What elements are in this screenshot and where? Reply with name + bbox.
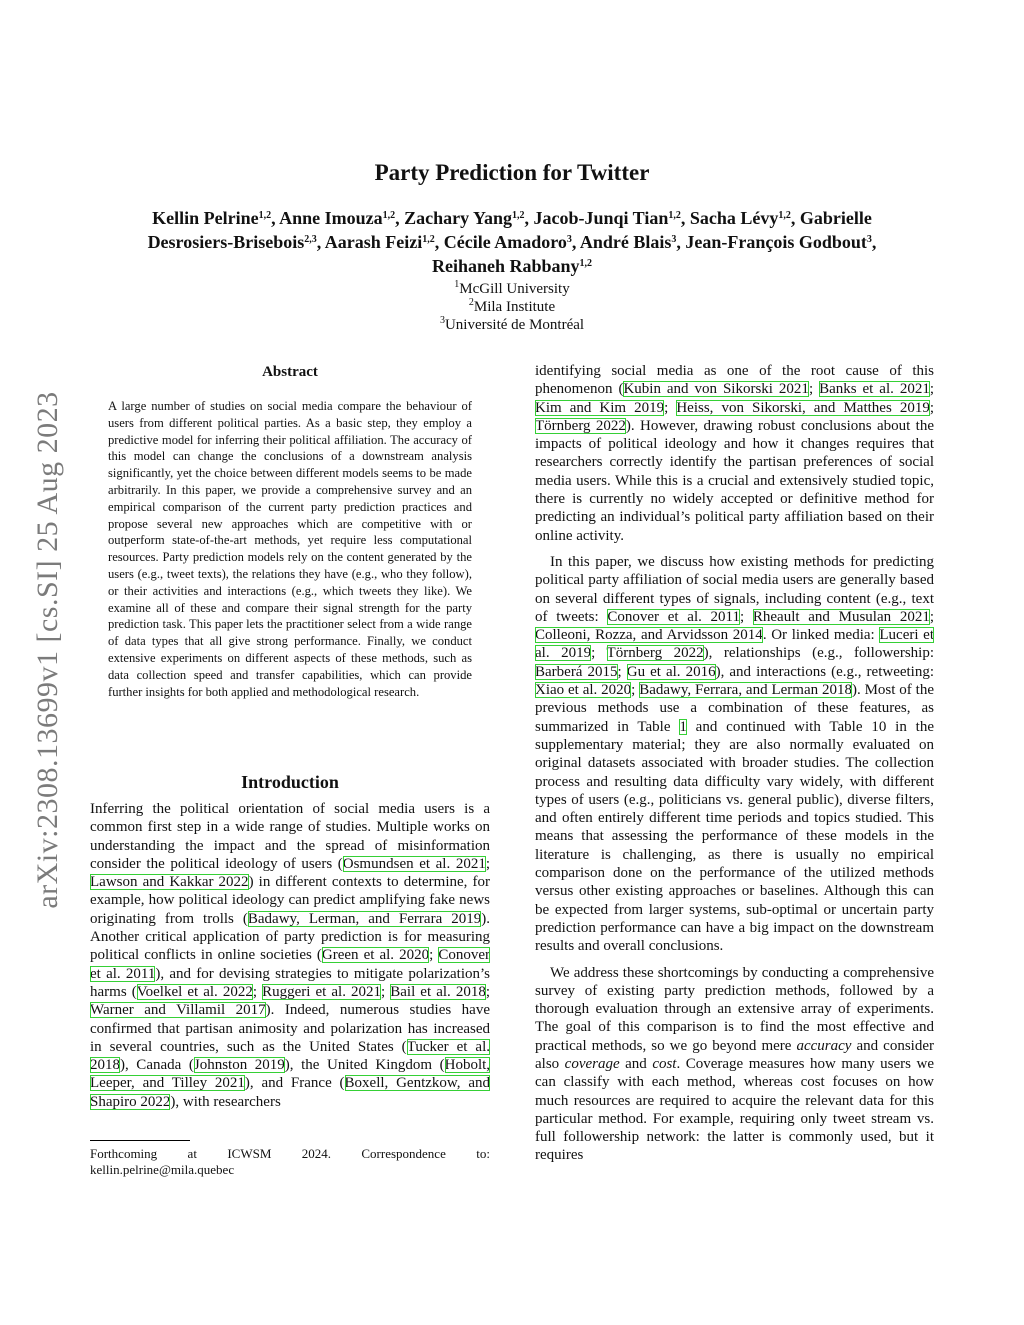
citation-link[interactable]: Barberá 2015 (535, 663, 618, 680)
citation-link[interactable]: Lawson and Kakkar 2022 (90, 874, 249, 891)
footnote (90, 1146, 490, 1178)
citation-link[interactable]: Törnberg 2022 (606, 645, 704, 662)
affiliation: $^2$Mila Institute (468, 297, 556, 315)
abstract-heading: Abstract (262, 364, 318, 380)
citation-link[interactable]: Banks et al. 2021 (819, 381, 930, 398)
abstract-text: A large number of studies on social media compare the behaviour of users from different political parties. As a basic step, they employ a predictive model for inferring their political affiliation. The accuracy of this model can change the conclusions of a downstream analysis significantly, yet the choice between different models seems to be made arbitrarily. In this paper, we provide a comprehensive survey and an empirical comparison of the current party prediction practices and propose several new approaches which are competitive with or outperform state-of-the-art methods, yet require less computational resources. Party prediction models rely on the content generated by the users (e.g., tweet texts), the relations they have (e.g., who they follow), or their activities and interactions (e.g., which tweets they like). We examine all of these and compare their signal strength for the party prediction task. This paper lets the practitioner select from a wide range of data types that all give strong performance. Finally, we conduct extensive experiments on different aspects of these methods, such as data collection speed and transfer capabilities, which can provide further insights for both applied and methodological research. (108, 399, 472, 699)
paragraph: We address these shortcomings by conducting a comprehensive survey of existing party prediction methods, followed by a thorough evaluation through an extensive array of experiments. The goal of this comparison is to find the most effective and practical methods, so we go beyond mere accuracy and consider also coverage and cost. Coverage measures how many users we can classify with each method, whereas cost focuses on how much resources are required to acquire the relevant data for this particular method. For example, requiring only tweet stream vs. full followership network: the latter is commonly used, but it requires (535, 964, 934, 1164)
citation-link[interactable]: Heiss, von Sikorski, and Matthes 2019 (676, 399, 930, 416)
citation-link[interactable]: Conover et al. 2011 (607, 608, 741, 625)
paragraph: Inferring the political orientation of social media users is a common first step in a wide range of studies. Multiple works on understanding the impact and the spread of misinformation consider the political ideology of users (Osmundsen et al. 2021; Lawson and Kakkar 2022) in different contexts to determine, for example, how political ideology can predict amplifying fake news originating from trolls (Badawy, Lerman, and Ferrara 2019). Another critical application of party prediction is for measuring political conflicts in online societies (Green et al. 2020; Conover et al. 2011), and for devising strategies to mitigate polarization’s harms (Voelkel et al. 2022; Ruggeri et al. 2021; Bail et al. 2018; Warner and Villamil 2017). Indeed, numerous studies have confirmed that partisan animosity and polarization has increased in several countries, such as the United States (Tucker et al. 2018), Canada (Johnston 2019), the United Kingdom (Hobolt, Leeper, and Tilley 2021), and France (Boxell, Gentzkow, and Shapiro 2022), with researchers (90, 801, 491, 1110)
citation-link[interactable]: Conover et al. 2011 (90, 947, 491, 982)
citation-link[interactable]: Voelkel et al. 2022 (136, 983, 253, 1000)
citation-link[interactable]: Johnston 2019 (193, 1057, 285, 1074)
citation-link[interactable]: Törnberg 2022 (535, 417, 626, 434)
citation-link[interactable]: Xiao et al. 2020 (535, 682, 632, 699)
citation-link[interactable]: Badawy, Ferrara, and Lerman 2018 (639, 682, 852, 699)
citation-link[interactable]: Luceri et al. 2019 (535, 627, 935, 662)
affiliations (0, 280, 1024, 334)
author-line: Reihaneh Rabbany$^{1,2}$ (431, 256, 593, 276)
footnote-line: Forthcoming at ICWSM 2024. Correspondence to: (90, 1146, 490, 1161)
emphasis: accuracy (796, 1037, 852, 1054)
right-column-body (535, 362, 934, 1173)
citation-link[interactable]: Badawy, Lerman, and Ferrara 2019 (247, 910, 482, 927)
citation-link[interactable]: Hobolt, Leeper, and Tilley 2021 (90, 1057, 491, 1092)
footnote-rule (90, 1140, 190, 1141)
paper-title: Party Prediction for Twitter (374, 160, 650, 185)
introduction-heading: Introduction (241, 772, 339, 792)
citation-link[interactable]: Ruggeri et al. 2021 (262, 983, 382, 1000)
citation-link[interactable]: Boxell, Gentzkow, and Shapiro 2022 (90, 1075, 490, 1110)
author-list (80, 206, 944, 278)
citation-link[interactable]: Kim and Kim 2019 (535, 399, 665, 416)
citation-link[interactable]: Green et al. 2020 (321, 947, 430, 964)
footnote-email[interactable]: kellin.pelrine@mila.quebec (90, 1162, 235, 1177)
citation-link[interactable]: Bail et al. 2018 (390, 983, 486, 1000)
citation-link[interactable]: Rheault and Musulan 2021 (752, 608, 930, 625)
citation-link[interactable]: Kubin and von Sikorski 2021 (623, 381, 809, 398)
emphasis: cost (652, 1055, 677, 1072)
arxiv-identifier: arXiv:2308.13699v1 [cs.SI] 25 Aug 2023 (31, 391, 64, 909)
affiliation: $^1$McGill University (454, 279, 570, 297)
author-line: Kellin Pelrine$^{1,2}$, Anne Imouza$^{1,2}$, Zachary Yang$^{1,2}$, Jacob-Junqi Tian$^{1,2}$, Sacha Lévy$^{1,2}$, Gabrielle (152, 208, 872, 228)
citation-link[interactable]: Tucker et al. 2018 (90, 1038, 490, 1074)
citation-link[interactable]: Gu et al. 2016 (626, 663, 716, 680)
author-line: Desrosiers-Brisebois$^{2,3}$, Aarash Feizi$^{1,2}$, Cécile Amadoro$^3$, André Blais$^3$, Jean-François Godbout$^3$, (147, 232, 877, 252)
emphasis: coverage (564, 1055, 620, 1072)
paragraph: In this paper, we discuss how existing methods for predicting political party affiliation of social media users are generally based on several different types of signals, including content (e.g., text of tweets: Conover et al. 2011; Rheault and Musulan 2021; Colleoni, Rozza, and Arvidsson 2014. Or linked media: Luceri et al. 2019; Törnberg 2022), relationships (e.g., followership: Barberá 2015; Gu et al. 2016), and interactions (e.g., retweeting: Xiao et al. 2020; Badawy, Ferrara, and Lerman 2018). Most of the previous methods use a combination of these features, as summarized in Table 1 and continued with Table 10 in the supplementary material; they are also normally evaluated on original datasets associated with broader studies. The collection process and resulting data difficulty vary widely, with different types of users (e.g., politicians vs. general public), diverse filters, and often entirely different time periods and topics studied. This means that assessing the performance of these models in the literature is challenging, as there is usually no empirical comparison done on the performance of the utilized methods versus other existing approaches or baselines. Although this can be expected from larger systems, sub-optimal or uncertain party prediction performance can have a big impact on the downstream results and overall conclusions. (535, 553, 935, 955)
affiliation: $^3$Université de Montréal (439, 315, 585, 333)
table-reference-link[interactable]: 1 (679, 718, 687, 735)
citation-link[interactable]: Warner and Villamil 2017 (90, 1002, 266, 1019)
citation-link[interactable]: Osmundsen et al. 2021 (342, 855, 486, 872)
introduction-body (90, 800, 490, 1119)
citation-link[interactable]: Colleoni, Rozza, and Arvidsson 2014 (535, 627, 763, 644)
paragraph: identifying social media as one of the root cause of this phenomenon (Kubin and von Sikorski 2021; Banks et al. 2021; Kim and Kim 2019; Heiss, von Sikorski, and Matthes 2019; Törnberg 2022). However, drawing robust conclusions about the impacts of political ideology and how it changes requires that researchers correctly identify the partisan preferences of social media users. While this is a crucial and extensively studied topic, there is currently no widely accepted or definitive method for predicting an individual’s political party affiliation based on their online activity. (535, 363, 935, 544)
